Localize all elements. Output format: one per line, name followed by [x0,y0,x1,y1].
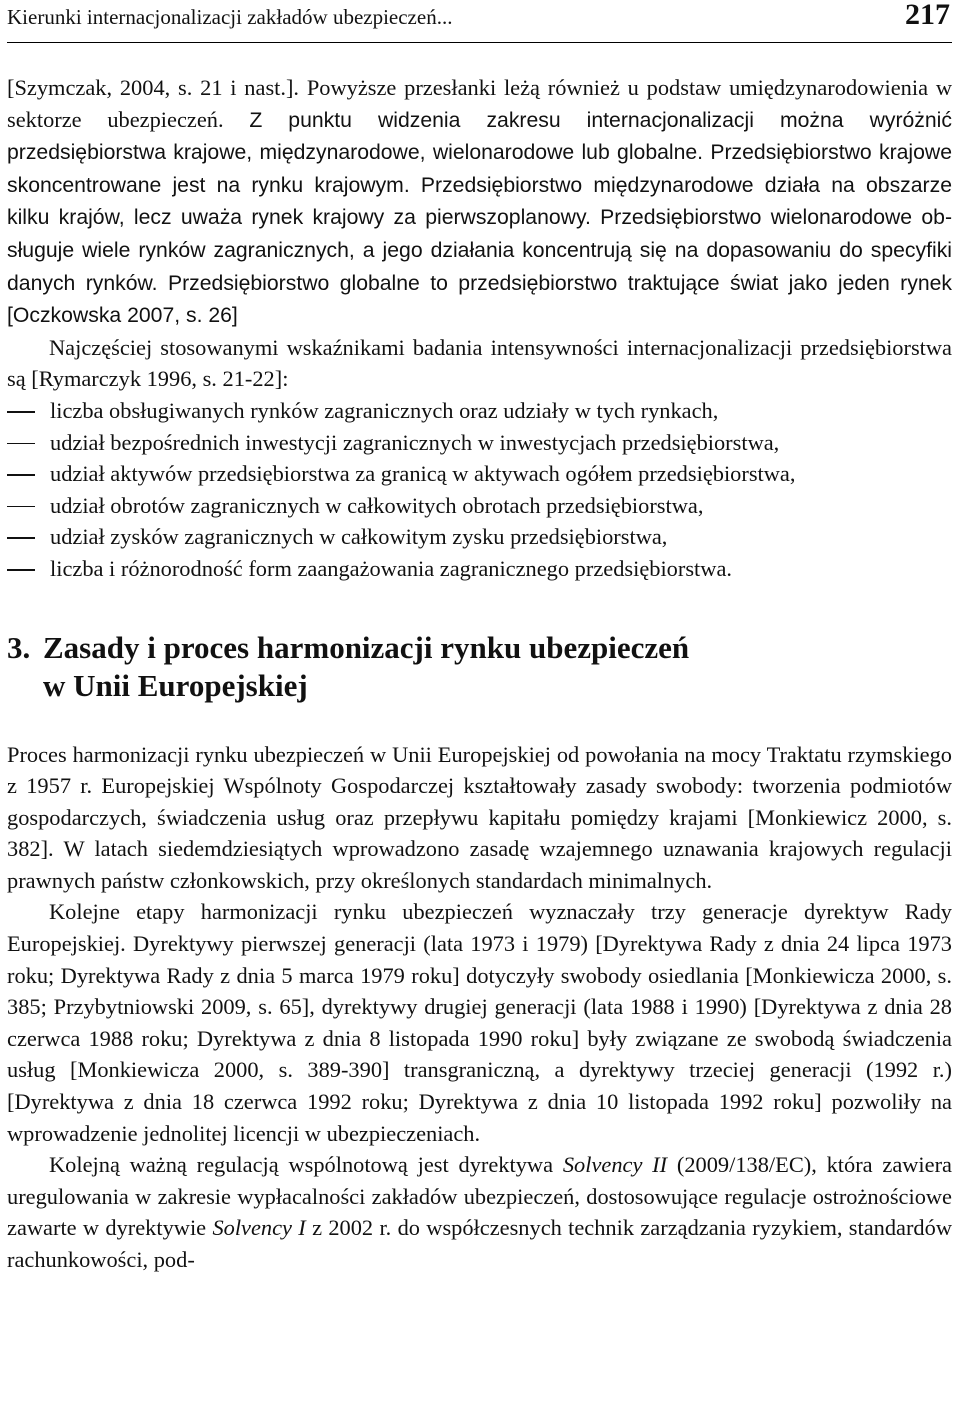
list-item-text: udział obrotów zagranicznych w całkowitych obrotach przedsiębiorstwa, [50,492,704,518]
paragraph-intro-sans: Z punktu widzenia zakresu internacjonalizacji można wyróżnić przedsiębiorstwa krajowe, międzynarodowe, wielonarodowe lub globalne. Przedsiębiorstwo krajowe skoncentrowane jest na rynku krajowym. Przedsiębiorstwo międzynarodowe działa na obszarze kilku krajów, lecz uważa rynek krajowy za pierwszoplanowy. Przedsiębiorstwo wielonarodowe obsługuje wiele rynków zagranicznych, a jego działania koncentrują się na dopasowaniu do specyfiki danych rynków. Przedsiębiorstwo globalne to przedsiębiorstwo traktujące świat jako jeden rynek [Oczkowska 2007, s. 26] [7,108,952,328]
list-item-text: liczba obsługiwanych rynków zagranicznych oraz udziały w tych rynkach, [50,397,719,423]
paragraph-solvency [7,1149,952,1275]
list-item [7,395,952,427]
running-title: Kierunki internacjonalizacji zakładów ubezpieczeń... [7,5,453,29]
list-item-text: udział bezpośrednich inwestycji zagranicznych w inwestycjach przedsiębiorstwa, [50,429,780,455]
solvency-i-italic: Solvency I [212,1215,306,1241]
list-item-text: udział zysków zagranicznych w całkowitym zysku przedsiębiorstwa, [50,524,668,550]
list-item [7,427,952,459]
list-item [7,458,952,490]
list-item [7,553,952,585]
section-number: 3. [7,629,31,665]
list-item [7,490,952,522]
solvency-text-c: z 2002 r. do współczesnych technik zarządzania ryzykiem, standardów rachunkowości, pod- [7,1215,952,1272]
list-item-text: udział aktywów przedsiębiorstwa za granicą w aktywach ogółem przedsiębiorstwa, [50,461,796,487]
paragraph-intro [7,72,952,332]
paragraph-harmonization: Proces harmonizacji rynku ubezpieczeń w Unii Europejskiej od powołania na mocy Traktatu rzymskiego z 1957 r. Europejskiej Wspólnoty Gospodarczej kształtowały zasady swobody: tworzenia podmiotów gospodarczych, świadczenia usług oraz przepływu kapitału pomiędzy krajami [Monkiewicz 2000, s. 382]. W latach siedemdziesiątych wprowadzono zasadę wzajemnego uznawania krajowych regulacji prawnych państw członkowskich, przy określonych standardach minimalnych. [7,741,952,893]
section-title-line-1: Zasady i proces harmonizacji rynku ubezpieczeń [43,629,690,665]
paragraph-intro-serif: [Szymczak, 2004, s. 21 i nast.]. Powyższe przesłanki leżą również u podstaw umiędzynarodowienia w sektorze ubezpieczeń. [7,75,952,132]
section-title [43,629,952,705]
list-item-text: liczba i różnorodność form zaangażowania zagranicznego przedsiębiorstwa. [50,555,732,581]
paragraph-indicators: Najczęściej stosowanymi wskaźnikami badania intensywności internacjonalizacji przedsiębiorstwa są [Rymarczyk 1996, s. 21-22]: [7,334,952,392]
paragraph-directives: Kolejne etapy harmonizacji rynku ubezpieczeń wyznaczały trzy generacje dyrektyw Rady Europejskiej. Dyrektywy pierwszej generacji (lata 1973 i 1979) [Dyrektywa Rady z dnia 24 lipca 1973 roku; Dyrektywa Rady z dnia 5 marca 1979 roku] dotyczyły swobody osiedlania [Monkiewicza 2000, s. 385; Przybytniowski 2009, s. 65], dyrektywy drugiej generacji (lata 1988 i 1990) [Dyrektywa z dnia 28 czerwca 1988 roku; Dyrektywa z dnia 8 listopada 1990 roku] były związane ze swobodą świadczenia usług [Monkiewicza 2000, s. 389-390] transgraniczną, a dyrektywy trzeciej generacji (1992 r.) [Dyrektywa z dnia 18 czerwca 1992 roku; Dyrektywa z dnia 10 listopada 1992 roku] pozwoliły na wprowadzenie jednolitej licencji w ubezpieczeniach. [7,899,952,1146]
indicator-list [7,395,952,585]
section-title-line-2: w Unii Europejskiej [43,667,308,703]
solvency-text-b: (2009/138/EC), która zawiera uregulowania w zakresie wypłacalności zakładów ubezpieczeń, dostosowujące regulacje ostrożnościowe zawarte w dyrektywie [7,1152,952,1241]
solvency-text-a: Kolejną ważną regulacją wspólnotową jest dyrektywa [49,1152,563,1178]
list-item [7,521,952,553]
page-body [7,72,952,1276]
solvency-ii-italic: Solvency II [562,1152,668,1178]
section-heading [7,629,952,705]
page-number: 217 [905,0,950,31]
page-header [7,0,952,43]
